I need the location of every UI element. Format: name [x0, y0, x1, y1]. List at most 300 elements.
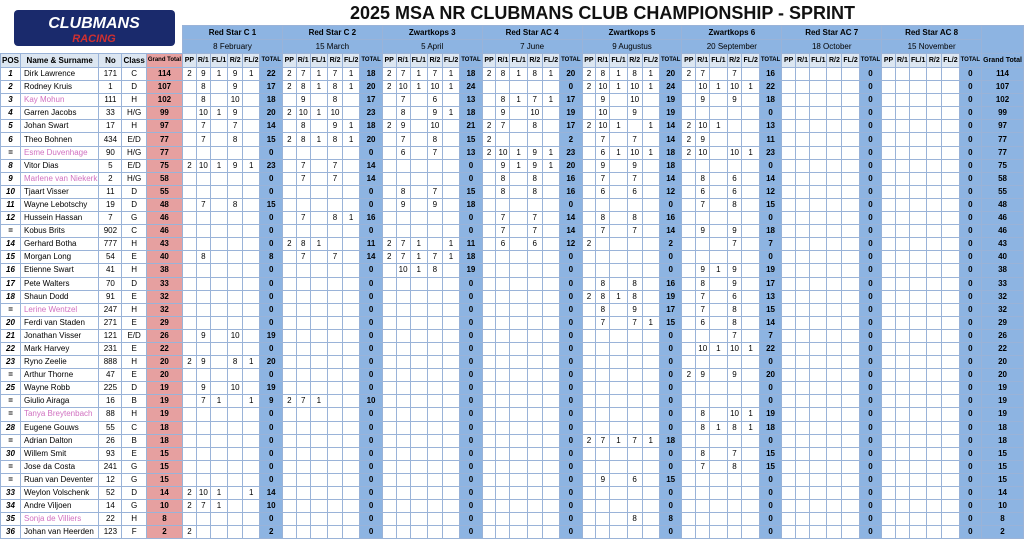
- score-cell: [442, 185, 459, 198]
- score-cell: 8: [727, 421, 742, 434]
- score-cell: [210, 120, 227, 133]
- table-row: [1, 342, 1024, 355]
- score-cell: 9: [696, 369, 710, 382]
- event-total: 0: [460, 172, 482, 185]
- score-cell: [610, 408, 627, 421]
- score-cell: [427, 421, 442, 434]
- score-cell: [482, 107, 496, 120]
- event-total: 0: [659, 382, 681, 395]
- score-cell: [482, 342, 496, 355]
- event-total: 0: [260, 421, 282, 434]
- table-row: [1, 107, 1024, 120]
- score-cell: [696, 107, 710, 120]
- event-total: 0: [859, 146, 881, 159]
- score-cell: [627, 487, 642, 500]
- score-cell: [627, 342, 642, 355]
- event-total: 0: [360, 473, 382, 486]
- score-cell: [742, 434, 759, 447]
- score-cell: 2: [482, 68, 496, 81]
- col-pp: PP: [682, 54, 696, 68]
- col-pp: PP: [882, 54, 896, 68]
- col-class: Class: [122, 54, 146, 68]
- score-cell: [510, 356, 527, 369]
- class: G: [122, 500, 146, 513]
- score-cell: [742, 316, 759, 329]
- score-cell: [882, 238, 896, 251]
- event-total: 15: [759, 447, 781, 460]
- score-cell: [796, 460, 810, 473]
- col-total: TOTAL: [560, 54, 582, 68]
- score-cell: [827, 81, 842, 94]
- score-cell: 6: [496, 238, 510, 251]
- event-total: 0: [360, 303, 382, 316]
- score-cell: [909, 68, 926, 81]
- score-cell: [410, 500, 427, 513]
- score-cell: [842, 329, 859, 342]
- score-cell: [927, 212, 942, 225]
- event-total: 11: [360, 238, 382, 251]
- score-cell: [382, 133, 396, 146]
- score-cell: [382, 382, 396, 395]
- score-cell: [396, 434, 410, 447]
- score-cell: [442, 513, 459, 526]
- score-cell: [895, 185, 909, 198]
- score-cell: [210, 225, 227, 238]
- score-cell: [527, 251, 542, 264]
- position: =: [1, 369, 21, 382]
- score-cell: [927, 473, 942, 486]
- score-cell: [442, 159, 459, 172]
- score-cell: 10: [196, 107, 210, 120]
- score-cell: 2: [183, 356, 197, 369]
- event-total: 18: [659, 434, 681, 447]
- event-total: 17: [260, 81, 282, 94]
- score-cell: 7: [627, 434, 642, 447]
- car-number: 41: [99, 264, 122, 277]
- score-cell: [909, 473, 926, 486]
- event-total: 0: [859, 290, 881, 303]
- event-total: 0: [959, 277, 981, 290]
- event-total: 0: [560, 434, 582, 447]
- score-cell: [382, 369, 396, 382]
- score-cell: [782, 473, 796, 486]
- score-cell: [927, 356, 942, 369]
- score-cell: [882, 356, 896, 369]
- score-cell: [827, 120, 842, 133]
- col-r-1: R/1: [496, 54, 510, 68]
- col-r-2: R/2: [927, 54, 942, 68]
- event-total: 0: [260, 212, 282, 225]
- col-pp: PP: [183, 54, 197, 68]
- class: G: [122, 212, 146, 225]
- score-cell: [427, 382, 442, 395]
- score-cell: [427, 460, 442, 473]
- event-total: 0: [560, 447, 582, 460]
- score-cell: [542, 290, 559, 303]
- score-cell: [782, 107, 796, 120]
- position: 17: [1, 277, 21, 290]
- score-cell: [442, 500, 459, 513]
- score-cell: [682, 460, 696, 473]
- driver-name: Mark Harvey: [20, 342, 98, 355]
- score-cell: [342, 369, 359, 382]
- score-cell: 1: [442, 238, 459, 251]
- score-cell: [210, 460, 227, 473]
- score-cell: 6: [596, 185, 610, 198]
- score-cell: [243, 421, 260, 434]
- score-cell: [328, 146, 343, 159]
- score-cell: 1: [442, 251, 459, 264]
- score-cell: 9: [396, 198, 410, 211]
- score-cell: [842, 120, 859, 133]
- score-cell: [410, 107, 427, 120]
- score-cell: [542, 81, 559, 94]
- score-cell: [228, 264, 243, 277]
- score-cell: [196, 185, 210, 198]
- score-cell: [282, 316, 296, 329]
- score-cell: [909, 329, 926, 342]
- score-cell: 10: [727, 342, 742, 355]
- score-cell: [542, 408, 559, 421]
- score-cell: [310, 120, 327, 133]
- score-cell: [582, 473, 596, 486]
- score-cell: [228, 473, 243, 486]
- score-cell: [710, 303, 727, 316]
- score-cell: [382, 316, 396, 329]
- event-total: 0: [560, 408, 582, 421]
- event-total: 0: [959, 434, 981, 447]
- score-cell: [796, 434, 810, 447]
- score-cell: [810, 81, 827, 94]
- score-cell: [542, 185, 559, 198]
- score-cell: [827, 94, 842, 107]
- score-cell: [210, 473, 227, 486]
- score-cell: [228, 212, 243, 225]
- event-total: 0: [360, 342, 382, 355]
- score-cell: [682, 421, 696, 434]
- score-cell: 8: [527, 185, 542, 198]
- score-cell: [510, 264, 527, 277]
- score-cell: [827, 303, 842, 316]
- score-cell: 9: [496, 159, 510, 172]
- col-r-2: R/2: [527, 54, 542, 68]
- score-cell: [296, 513, 310, 526]
- score-cell: 2: [582, 81, 596, 94]
- score-cell: [282, 198, 296, 211]
- event-total: 0: [460, 316, 482, 329]
- score-cell: [382, 356, 396, 369]
- score-cell: [842, 172, 859, 185]
- score-cell: [782, 382, 796, 395]
- score-cell: [442, 526, 459, 539]
- grand-total-right: 75: [982, 159, 1024, 172]
- score-cell: [342, 94, 359, 107]
- event-total: 0: [260, 434, 282, 447]
- event-date: 7 June: [482, 40, 582, 54]
- score-cell: [210, 513, 227, 526]
- score-cell: [410, 316, 427, 329]
- event-total: 0: [560, 460, 582, 473]
- score-cell: 10: [228, 329, 243, 342]
- score-cell: [610, 369, 627, 382]
- score-cell: [727, 251, 742, 264]
- score-cell: [296, 487, 310, 500]
- score-cell: [243, 473, 260, 486]
- score-cell: [482, 460, 496, 473]
- position: =: [1, 408, 21, 421]
- score-cell: [282, 185, 296, 198]
- score-cell: [710, 369, 727, 382]
- score-cell: [228, 526, 243, 539]
- score-cell: [842, 356, 859, 369]
- event-total: 0: [859, 251, 881, 264]
- table-row: [1, 159, 1024, 172]
- event-total: 19: [260, 382, 282, 395]
- event-total: 14: [560, 212, 582, 225]
- score-cell: [782, 421, 796, 434]
- score-cell: [210, 329, 227, 342]
- score-cell: [442, 303, 459, 316]
- score-cell: [696, 329, 710, 342]
- score-cell: [496, 316, 510, 329]
- score-cell: [210, 277, 227, 290]
- score-cell: [496, 395, 510, 408]
- score-cell: 1: [542, 159, 559, 172]
- score-cell: 7: [696, 198, 710, 211]
- score-cell: 2: [282, 107, 296, 120]
- score-cell: [742, 225, 759, 238]
- score-cell: 2: [682, 120, 696, 133]
- score-cell: [342, 421, 359, 434]
- score-cell: [243, 107, 260, 120]
- driver-name: Pete Walters: [20, 277, 98, 290]
- score-cell: 7: [627, 225, 642, 238]
- score-cell: [442, 369, 459, 382]
- col-fl-2: FL/2: [742, 54, 759, 68]
- score-cell: [710, 434, 727, 447]
- score-cell: [710, 68, 727, 81]
- score-cell: [243, 198, 260, 211]
- score-cell: [842, 225, 859, 238]
- score-cell: [310, 172, 327, 185]
- grand-total-right: 20: [982, 356, 1024, 369]
- event-total: 8: [260, 251, 282, 264]
- event-total: 14: [360, 251, 382, 264]
- car-number: 2: [99, 172, 122, 185]
- score-cell: 8: [596, 212, 610, 225]
- event-total: 0: [859, 487, 881, 500]
- score-cell: [842, 487, 859, 500]
- score-cell: 1: [610, 434, 627, 447]
- score-cell: 1: [742, 146, 759, 159]
- score-cell: [542, 487, 559, 500]
- driver-name: Vitor Dias: [20, 159, 98, 172]
- score-cell: [682, 342, 696, 355]
- score-cell: [482, 513, 496, 526]
- score-cell: 7: [596, 172, 610, 185]
- event-total: 0: [859, 369, 881, 382]
- score-cell: [296, 277, 310, 290]
- score-cell: [710, 513, 727, 526]
- score-cell: 1: [642, 146, 659, 159]
- score-cell: [228, 369, 243, 382]
- class: D: [122, 185, 146, 198]
- score-cell: [282, 303, 296, 316]
- score-cell: 1: [210, 500, 227, 513]
- score-cell: [342, 290, 359, 303]
- score-cell: [942, 107, 959, 120]
- event-total: 0: [859, 185, 881, 198]
- score-cell: 7: [596, 225, 610, 238]
- score-cell: 7: [196, 500, 210, 513]
- event-total: 19: [759, 264, 781, 277]
- score-cell: [796, 251, 810, 264]
- event-total: 0: [360, 198, 382, 211]
- score-cell: [542, 513, 559, 526]
- class: H: [122, 408, 146, 421]
- score-cell: [542, 434, 559, 447]
- score-cell: [382, 94, 396, 107]
- event-total: 20: [260, 107, 282, 120]
- event-total: 14: [360, 159, 382, 172]
- score-cell: [496, 81, 510, 94]
- score-cell: [196, 526, 210, 539]
- score-cell: 7: [296, 395, 310, 408]
- event-total: 0: [360, 356, 382, 369]
- car-number: 225: [99, 382, 122, 395]
- score-cell: [427, 434, 442, 447]
- score-cell: [442, 120, 459, 133]
- class: C: [122, 68, 146, 81]
- score-cell: [682, 356, 696, 369]
- score-cell: [427, 526, 442, 539]
- event-total: 14: [659, 133, 681, 146]
- score-cell: [310, 513, 327, 526]
- score-cell: [328, 329, 343, 342]
- event-name: Red Star C 1: [183, 26, 283, 40]
- score-cell: 7: [427, 68, 442, 81]
- score-cell: [442, 133, 459, 146]
- score-cell: [696, 513, 710, 526]
- score-cell: [682, 107, 696, 120]
- score-cell: [610, 329, 627, 342]
- event-total: 0: [360, 513, 382, 526]
- score-cell: 9: [696, 225, 710, 238]
- score-cell: [482, 473, 496, 486]
- event-name: Red Star AC 7: [782, 26, 882, 40]
- driver-name: Adrian Dalton: [20, 434, 98, 447]
- score-cell: [210, 303, 227, 316]
- table-row: [1, 133, 1024, 146]
- score-cell: [496, 421, 510, 434]
- score-cell: [610, 382, 627, 395]
- score-cell: [542, 356, 559, 369]
- score-cell: [527, 447, 542, 460]
- score-cell: [610, 198, 627, 211]
- score-cell: [882, 94, 896, 107]
- score-cell: 1: [710, 421, 727, 434]
- score-cell: 7: [196, 198, 210, 211]
- score-cell: [827, 225, 842, 238]
- score-cell: [482, 94, 496, 107]
- score-cell: [410, 303, 427, 316]
- score-cell: [582, 159, 596, 172]
- score-cell: [796, 473, 810, 486]
- table-row: [1, 447, 1024, 460]
- event-total: 0: [560, 500, 582, 513]
- table-row: [1, 408, 1024, 421]
- score-cell: [442, 460, 459, 473]
- score-cell: [396, 172, 410, 185]
- car-number: 70: [99, 277, 122, 290]
- score-cell: [842, 473, 859, 486]
- score-cell: [442, 316, 459, 329]
- score-cell: [410, 460, 427, 473]
- score-cell: 7: [696, 290, 710, 303]
- score-cell: [482, 198, 496, 211]
- event-total: 0: [959, 447, 981, 460]
- score-cell: [282, 369, 296, 382]
- score-cell: [842, 107, 859, 120]
- score-cell: [382, 159, 396, 172]
- event-total: 0: [260, 264, 282, 277]
- score-cell: [442, 473, 459, 486]
- score-cell: [927, 395, 942, 408]
- score-cell: 8: [296, 238, 310, 251]
- score-cell: [796, 356, 810, 369]
- score-cell: [842, 277, 859, 290]
- score-cell: [482, 487, 496, 500]
- score-cell: [410, 198, 427, 211]
- score-cell: 8: [427, 133, 442, 146]
- score-cell: 7: [196, 395, 210, 408]
- score-cell: [328, 500, 343, 513]
- score-cell: [210, 185, 227, 198]
- event-total: 0: [460, 225, 482, 238]
- score-cell: [610, 447, 627, 460]
- score-cell: [228, 395, 243, 408]
- score-cell: [510, 421, 527, 434]
- score-cell: [895, 434, 909, 447]
- score-cell: 9: [527, 159, 542, 172]
- score-cell: [927, 329, 942, 342]
- score-cell: 7: [696, 303, 710, 316]
- score-cell: 9: [696, 94, 710, 107]
- score-cell: [942, 264, 959, 277]
- score-cell: [582, 460, 596, 473]
- score-cell: [196, 434, 210, 447]
- score-cell: [328, 408, 343, 421]
- score-cell: [442, 94, 459, 107]
- score-cell: [927, 434, 942, 447]
- event-total: 0: [560, 342, 582, 355]
- class: E/D: [122, 329, 146, 342]
- car-number: 54: [99, 251, 122, 264]
- score-cell: [427, 500, 442, 513]
- score-cell: [782, 395, 796, 408]
- score-cell: 10: [627, 94, 642, 107]
- score-cell: [542, 120, 559, 133]
- score-cell: [210, 238, 227, 251]
- score-cell: [927, 81, 942, 94]
- score-cell: [243, 81, 260, 94]
- event-total: 0: [560, 303, 582, 316]
- score-cell: [796, 513, 810, 526]
- score-cell: [882, 133, 896, 146]
- score-cell: 10: [328, 107, 343, 120]
- event-name: Red Star AC 8: [882, 26, 982, 40]
- event-total: 20: [260, 356, 282, 369]
